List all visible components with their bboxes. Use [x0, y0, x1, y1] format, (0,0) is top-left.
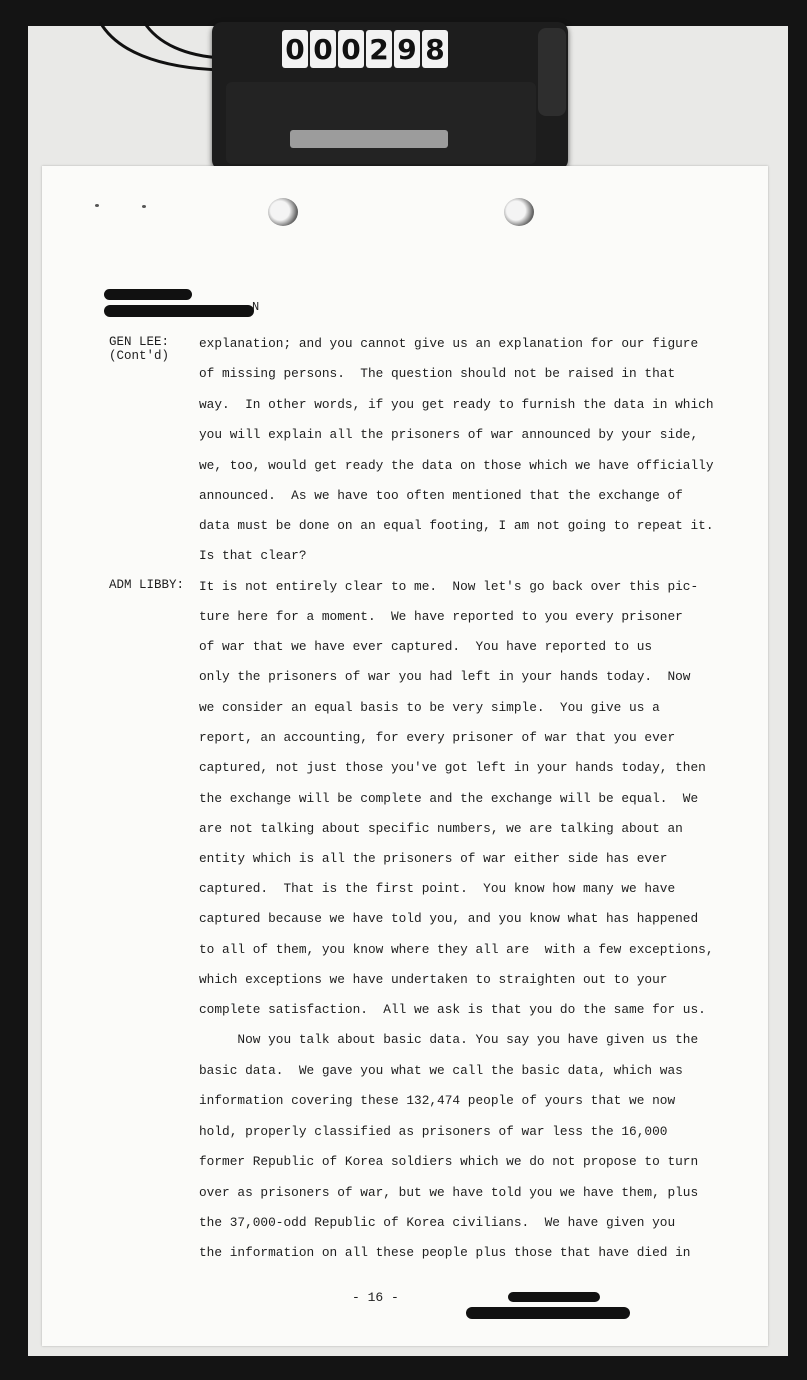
speck-mark [142, 205, 146, 208]
text-line: captured. That is the first point. You know how many we have [199, 881, 676, 896]
header-partial-text: N [252, 300, 260, 314]
text-line: you will explain all the prisoners of war announced by your side, [199, 427, 699, 442]
text-line: basic data. We gave you what we call the basic data, which was [199, 1063, 683, 1078]
counter-digits [282, 30, 448, 70]
punch-hole [504, 198, 534, 226]
speck-mark [95, 204, 99, 207]
text-line: entity which is all the prisoners of war either side has ever [199, 851, 668, 866]
text-line: to all of them, you know where they all are with a few exceptions, [199, 942, 714, 957]
text-line: hold, properly classified as prisoners of war less the 16,000 [199, 1124, 668, 1139]
redaction-bar [104, 305, 254, 317]
text-line: the information on all these people plus those that have died in [199, 1245, 691, 1260]
redaction-bar [466, 1307, 630, 1319]
text-line: data must be done on an equal footing, I am not going to repeat it. [199, 518, 714, 533]
text-line: announced. As we have too often mentioned that the exchange of [199, 488, 683, 503]
text-line: complete satisfaction. All we ask is that you do the same for us. [199, 1002, 706, 1017]
text-line: It is not entirely clear to me. Now let's go back over this pic- [199, 579, 699, 594]
text-line: we, too, would get ready the data on those which we have officially [199, 458, 714, 473]
counter-digit: 0 [282, 30, 308, 68]
counter-digit: 0 [310, 30, 336, 68]
text-line: captured, not just those you've got left in your hands today, then [199, 760, 706, 775]
counter-digit: 8 [422, 30, 448, 68]
text-line: captured because we have told you, and you know what has happened [199, 911, 699, 926]
text-line: we consider an equal basis to be very simple. You give us a [199, 700, 660, 715]
text-line: Now you talk about basic data. You say you have given us the [199, 1032, 699, 1047]
text-line: over as prisoners of war, but we have told you we have them, plus [199, 1185, 699, 1200]
speaker-label-gen-lee: GEN LEE: [109, 335, 170, 349]
page-number: - 16 - [352, 1290, 399, 1305]
text-line: are not talking about specific numbers, we are talking about an [199, 821, 683, 836]
punch-hole [268, 198, 298, 226]
text-line: Is that clear? [199, 548, 307, 563]
frame-counter-device [212, 22, 568, 170]
text-line: of war that we have ever captured. You have reported to us [199, 639, 653, 654]
counter-body [226, 82, 536, 164]
text-line: ture here for a moment. We have reported to you every prisoner [199, 609, 683, 624]
counter-knob [538, 28, 566, 116]
redaction-bar [508, 1292, 600, 1302]
text-line: way. In other words, if you get ready to furnish the data in which [199, 397, 714, 412]
counter-digit: 0 [338, 30, 364, 68]
text-line: which exceptions we have undertaken to straighten out to your [199, 972, 668, 987]
text-line: of missing persons. The question should not be raised in that [199, 366, 676, 381]
counter-digit: 2 [366, 30, 392, 68]
text-line: the 37,000-odd Republic of Korea civilians. We have given you [199, 1215, 676, 1230]
counter-cable [96, 20, 226, 80]
redaction-bar [104, 289, 192, 300]
text-line: only the prisoners of war you had left in your hands today. Now [199, 669, 691, 684]
text-line: explanation; and you cannot give us an explanation for our figure [199, 336, 699, 351]
speaker-label-adm-libby: ADM LIBBY: [109, 578, 185, 592]
speaker-label-contd: (Cont'd) [109, 349, 170, 363]
counter-nameplate [290, 130, 448, 148]
text-line: information covering these 132,474 people of yours that we now [199, 1093, 676, 1108]
text-line: report, an accounting, for every prisoner of war that you ever [199, 730, 676, 745]
counter-digit: 9 [394, 30, 420, 68]
text-line: the exchange will be complete and the exchange will be equal. We [199, 791, 699, 806]
text-line: former Republic of Korea soldiers which we do not propose to turn [199, 1154, 699, 1169]
